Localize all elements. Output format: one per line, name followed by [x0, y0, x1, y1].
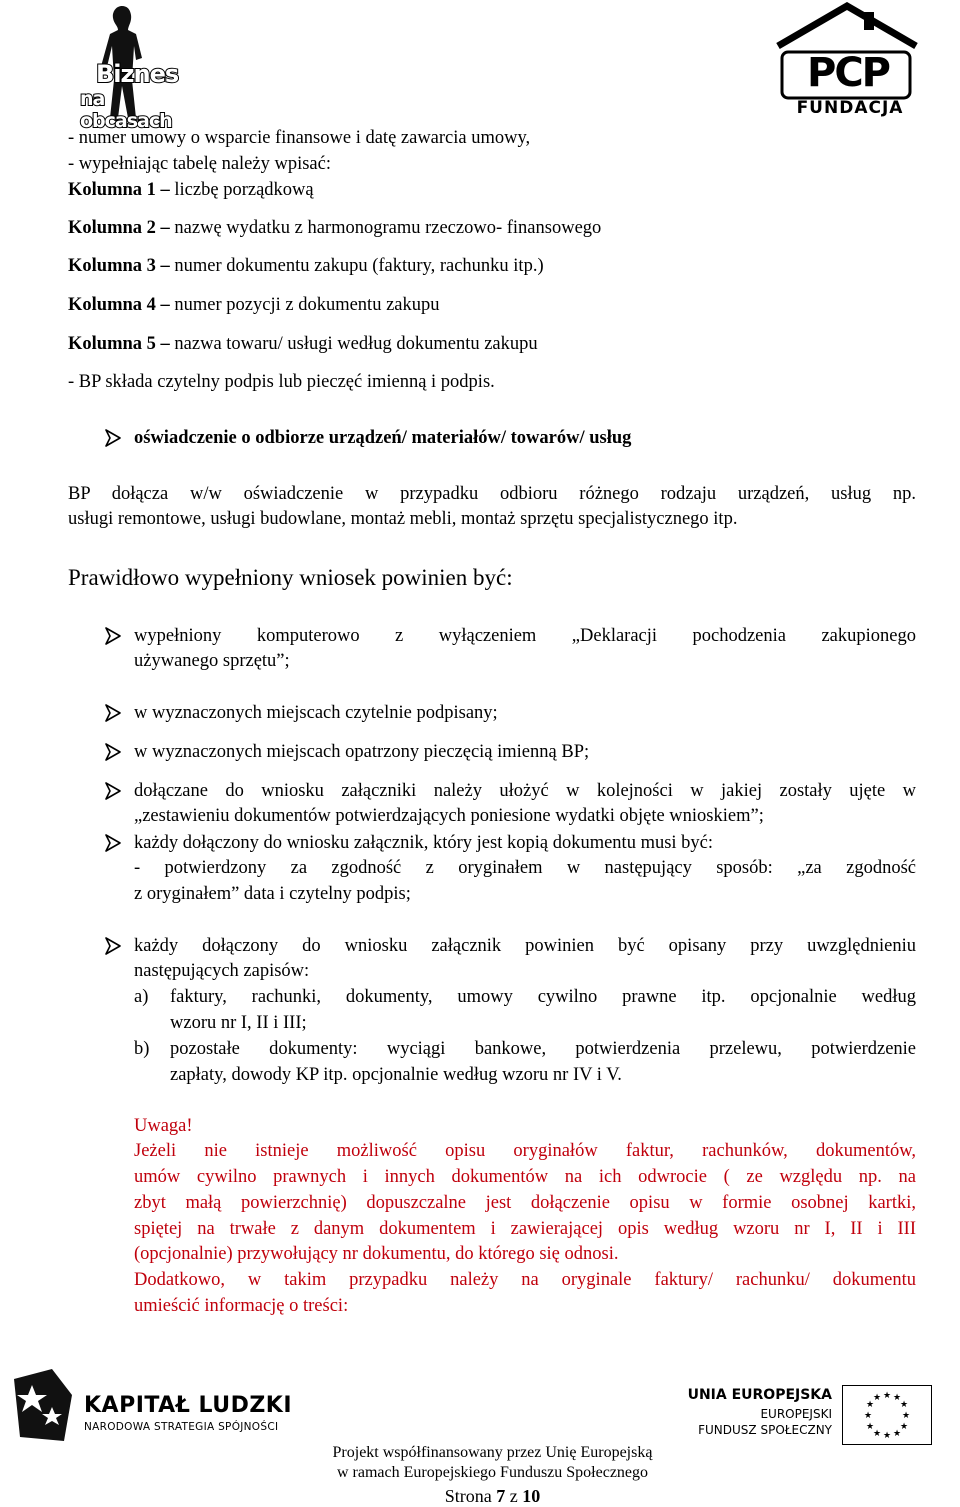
sublist-b-line-2: zapłaty, dowody KP itp. opcjonalnie według wzoru nr IV i V.	[170, 1065, 622, 1085]
intro-line-1: - numer umowy o wsparcie finansowe i datę zawarcia umowy,	[68, 128, 531, 148]
uwaga-title: Uwaga!	[134, 1116, 193, 1136]
section-title: Prawidłowo wypełniony wniosek powinien być:	[68, 565, 513, 590]
fundacja-pcp-logo	[772, 2, 922, 118]
biznes-logo-text: Biznes	[96, 60, 179, 88]
bullet-3: w wyznaczonych miejscach opatrzony pieczęcią imienną BP;	[134, 742, 590, 762]
column-5-row	[68, 333, 538, 355]
project-line-1: Projekt współfinansowany przez Unię Europejską	[332, 1444, 653, 1461]
oswiadczenie-paragraph-line-1: BP dołącza w/w oświadczenie w przypadku odbioru różnego rodzaju urządzeń, usług np.	[68, 484, 916, 504]
ue-text-line-1: UNIA EUROPEJSKA	[687, 1387, 832, 1403]
sublist-a-line-1: faktury, rachunki, dokumenty, umowy cywilno prawne itp. opcjonalnie według	[170, 987, 916, 1007]
na-obcasach-logo-text: na obcasach	[80, 88, 172, 132]
svg-text:★: ★	[865, 1400, 875, 1410]
svg-text:★: ★	[892, 1429, 902, 1439]
oswiadczenie-paragraph-line-2: usługi remontowe, usługi budowlane, montaż mebli, montaż sprzętu specjalistycznego itp.	[68, 509, 738, 529]
uwaga-line-2: umów cywilno prawnych i innych dokumentów na ich odwrocie ( ze względu np. na	[134, 1167, 916, 1187]
uwaga-line-7: umieścić informację o treści:	[134, 1296, 349, 1316]
arrow-bullet-icon	[105, 741, 123, 763]
oswiadczenie-heading: oświadczenie o odbiorze urządzeń/ materiałów/ towarów/ usług	[134, 428, 632, 448]
column-4-row	[68, 294, 440, 316]
bullet-1-line-1: wypełniony komputerowo z wyłączeniem „Deklaracji pochodzenia zakupionego	[134, 626, 916, 646]
page-of: z	[505, 1486, 523, 1506]
kapital-ludzki-logo	[12, 1365, 312, 1445]
arrow-bullet-icon	[105, 780, 123, 802]
uwaga-line-3: zbyt małą powierzchnię) dopuszczalne jest dołączenie opisu w formie osobnej kartki,	[134, 1193, 916, 1213]
svg-text:★: ★	[882, 1431, 892, 1441]
column-4-text: numer pozycji z dokumentu zakupu	[169, 295, 440, 315]
page-number	[0, 1485, 960, 1507]
kapital-ludzki-emblem-icon	[12, 1365, 78, 1445]
arrow-bullet-icon	[105, 625, 123, 647]
fundacja-logo-text: FUNDACJA	[796, 98, 904, 118]
kapital-ludzki-subtitle: NARODOWA STRATEGIA SPÓJNOŚCI	[84, 1421, 279, 1433]
ue-text-line-3: FUNDUSZ SPOŁECZNY	[698, 1423, 832, 1437]
column-3-label: Kolumna 3 –	[68, 256, 170, 276]
project-line-2: w ramach Europejskiego Funduszu Społecznego	[336, 1464, 649, 1481]
uwaga-line-6: Dodatkowo, w takim przypadku należy na oryginale faktury/ rachunku/ dokumentu	[134, 1270, 916, 1290]
bullet-1-line-2: używanego sprzętu”;	[134, 651, 290, 671]
bullet-5-line-3: z oryginałem” data i czytelny podpis;	[134, 884, 411, 904]
svg-text:★: ★	[892, 1393, 902, 1403]
svg-text:★: ★	[872, 1429, 882, 1439]
uwaga-line-1: Jeżeli nie istnieje możliwość opisu oryginałów faktur, rachunków, dokumentów,	[134, 1141, 916, 1161]
sublist-b-marker: b)	[134, 1039, 150, 1059]
ue-text-line-2: EUROPEJSKI	[760, 1407, 832, 1421]
column-2-label: Kolumna 2 –	[68, 218, 170, 238]
column-5-label: Kolumna 5 –	[68, 334, 170, 354]
page-label: Strona	[444, 1486, 497, 1506]
biznes-na-obcasach-logo	[70, 0, 185, 132]
eu-flag-icon	[842, 1385, 932, 1445]
bp-signature-line: - BP składa czytelny podpis lub pieczęć imienną i podpis.	[68, 372, 495, 392]
bullet-6-line-1: każdy dołączony do wniosku załącznik powinien być opisany przy uwzględnieniu	[134, 936, 916, 956]
sublist-a-marker: a)	[134, 987, 149, 1007]
page-current: 7	[496, 1486, 506, 1506]
bullet-6-line-2: następujących zapisów:	[134, 961, 310, 981]
column-1-row	[68, 179, 314, 201]
uwaga-line-4: spiętej na trwałe z danym dokumentem i zawierającej opis według wzoru nr I, II i III	[134, 1219, 916, 1239]
column-3-row	[68, 255, 544, 277]
bullet-4-line-1: dołączane do wniosku załączniki należy ułożyć w kolejności w jakiej zostały ujęte w	[134, 781, 916, 801]
bullet-2: w wyznaczonych miejscach czytelnie podpisany;	[134, 703, 498, 723]
sublist-b-line-1: pozostałe dokumenty: wyciągi bankowe, potwierdzenia przelewu, potwierdzenie	[170, 1039, 916, 1059]
svg-text:★: ★	[882, 1391, 892, 1401]
uwaga-line-5: (opcjonalnie) przywołujący nr dokumentu, do którego się odnosi.	[134, 1244, 619, 1264]
svg-text:★: ★	[899, 1400, 909, 1410]
column-2-row	[68, 217, 601, 239]
sublist-a-line-2: wzoru nr I, II i III;	[170, 1013, 307, 1033]
bullet-5-line-2: - potwierdzony za zgodność z oryginałem w następujący sposób: „za zgodność	[134, 858, 916, 878]
page-total: 10	[522, 1486, 541, 1506]
bullet-5-line-1: każdy dołączony do wniosku załącznik, który jest kopią dokumentu musi być:	[134, 833, 714, 853]
bullet-4-line-2: „zestawieniu dokumentów potwierdzających poniesione wydatki objęte wnioskiem”;	[134, 806, 764, 826]
arrow-bullet-icon	[105, 702, 123, 724]
arrow-bullet-icon	[105, 832, 123, 854]
column-1-dash: –	[155, 180, 170, 200]
column-1-text: liczbę porządkową	[169, 180, 314, 200]
arrow-bullet-icon	[105, 935, 123, 957]
pcp-logo-text: PCP	[807, 50, 889, 96]
column-2-text: nazwę wydatku z harmonogramu rzeczowo- finansowego	[169, 218, 602, 238]
svg-text:★: ★	[865, 1422, 875, 1432]
column-1-label: Kolumna 1	[68, 180, 156, 200]
unia-europejska-logo	[687, 1385, 940, 1445]
arrow-bullet-icon	[105, 427, 123, 449]
kapital-ludzki-title: KAPITAŁ LUDZKI	[84, 1393, 293, 1418]
svg-text:★: ★	[872, 1393, 882, 1403]
svg-text:★: ★	[901, 1411, 911, 1421]
intro-line-2: - wypełniając tabelę należy wpisać:	[68, 154, 331, 174]
column-3-text: numer dokumentu zakupu (faktury, rachunku itp.)	[169, 256, 544, 276]
svg-text:★: ★	[863, 1411, 873, 1421]
svg-text:★: ★	[899, 1422, 909, 1432]
column-4-label: Kolumna 4 –	[68, 295, 170, 315]
column-5-text: nazwa towaru/ usługi według dokumentu zakupu	[169, 334, 538, 354]
